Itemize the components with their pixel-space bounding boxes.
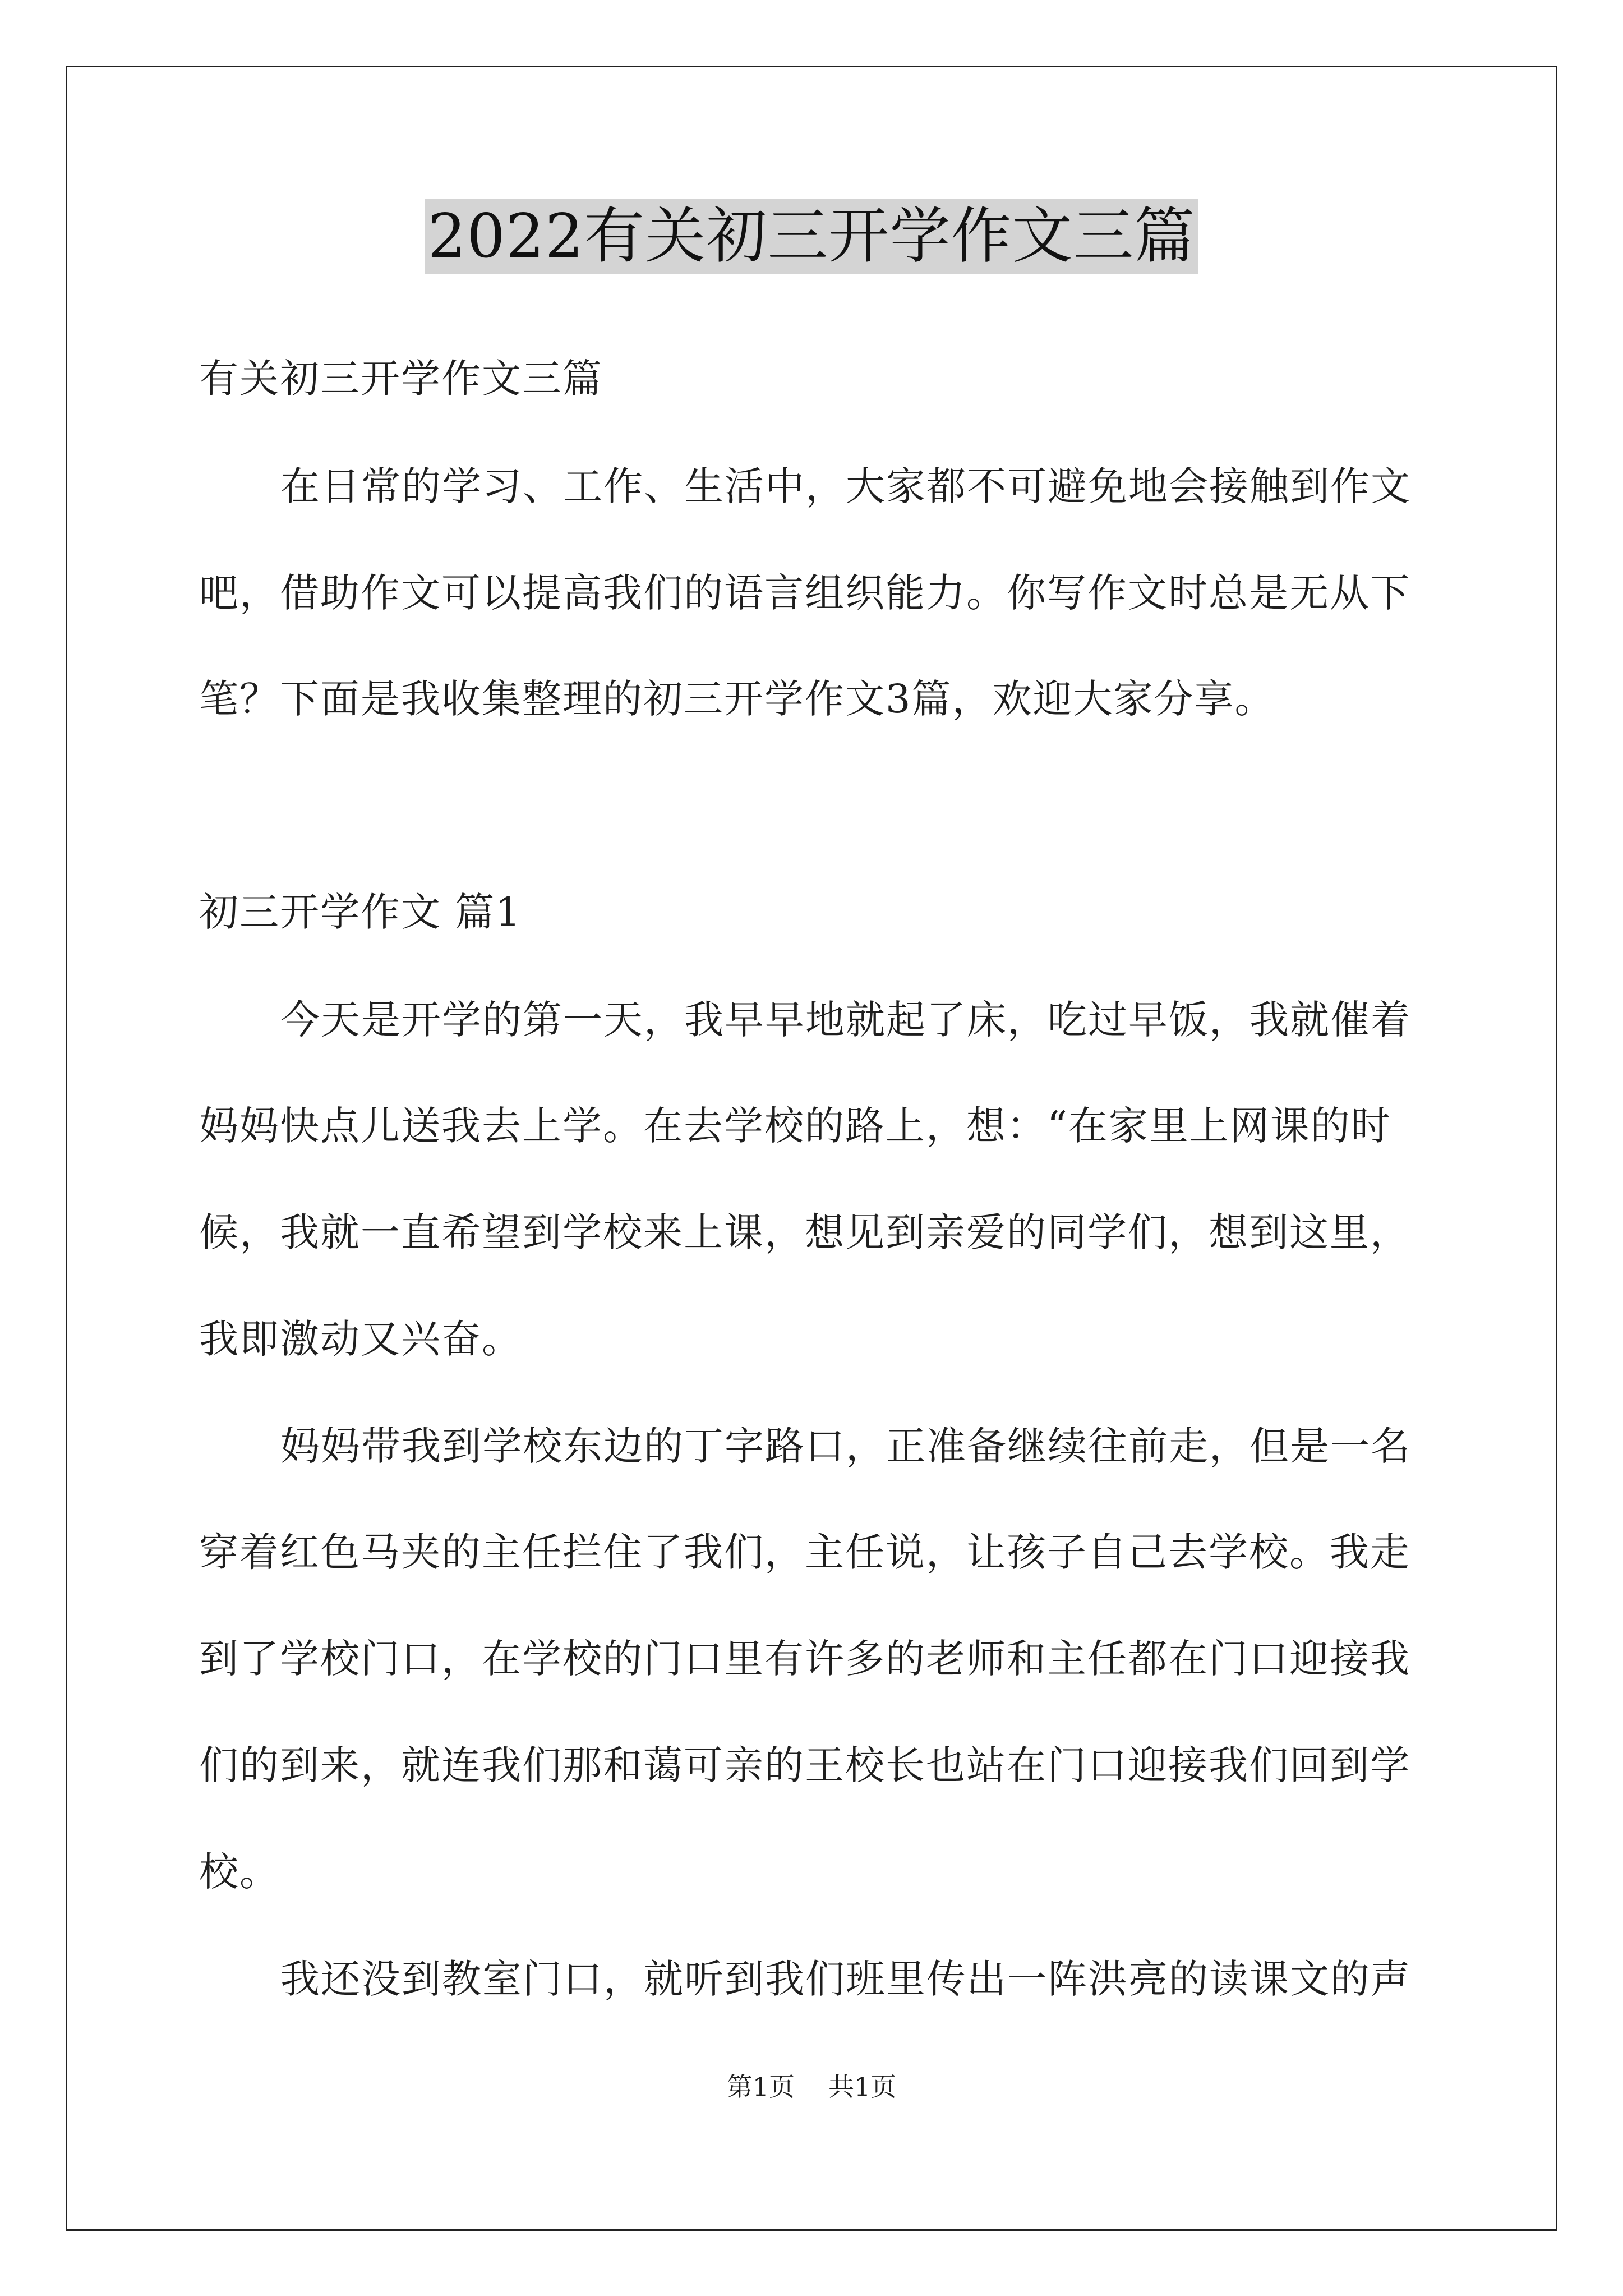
intro-line-1: 在日常的学习、工作、生活中，大家都不可避免地会接触到作文	[280, 463, 1411, 509]
paragraph1-line-2: 妈妈快点儿送我去上学。在去学校的路上，想：“在家里上网课的时	[199, 1103, 1391, 1149]
document-title: 2022有关初三开学作文三篇	[425, 199, 1199, 274]
paragraph2-line-4: 们的到来，就连我们那和蔼可亲的王校长也站在门口迎接我们回到学	[199, 1742, 1410, 1788]
intro-line-2: 吧，借助作文可以提高我们的语言组织能力。你写作文时总是无从下	[199, 570, 1410, 616]
paragraph2-line-5: 校。	[199, 1849, 280, 1895]
paragraph2-line-3: 到了学校门口，在学校的门口里有许多的老师和主任都在门口迎接我	[199, 1636, 1410, 1682]
page-footer	[0, 2070, 1623, 2104]
intro-line-3: 笔？下面是我收集整理的初三开学作文3篇，欢迎大家分享。	[199, 676, 1275, 722]
section-heading: 初三开学作文 篇1	[199, 889, 522, 935]
paragraph2-line-2: 穿着红色马夹的主任拦住了我们，主任说，让孩子自己去学校。我走	[199, 1529, 1410, 1575]
title-container	[0, 199, 1623, 274]
paragraph1-line-3: 候，我就一直希望到学校来上课，想见到亲爱的同学们，想到这里，	[199, 1209, 1410, 1255]
paragraph3-line-1: 我还没到教室门口，就听到我们班里传出一阵洪亮的读课文的声	[280, 1956, 1411, 2002]
paragraph1-line-4: 我即激动又兴奋。	[199, 1316, 522, 1362]
page-number: 第1页	[726, 2072, 795, 2102]
paragraph1-line-1: 今天是开学的第一天，我早早地就起了床，吃过早饭，我就催着	[280, 997, 1411, 1043]
document-subtitle: 有关初三开学作文三篇	[199, 356, 603, 402]
paragraph2-line-1: 妈妈带我到学校东边的丁字路口，正准备继续往前走，但是一名	[280, 1423, 1411, 1469]
page-total: 共1页	[828, 2072, 897, 2102]
